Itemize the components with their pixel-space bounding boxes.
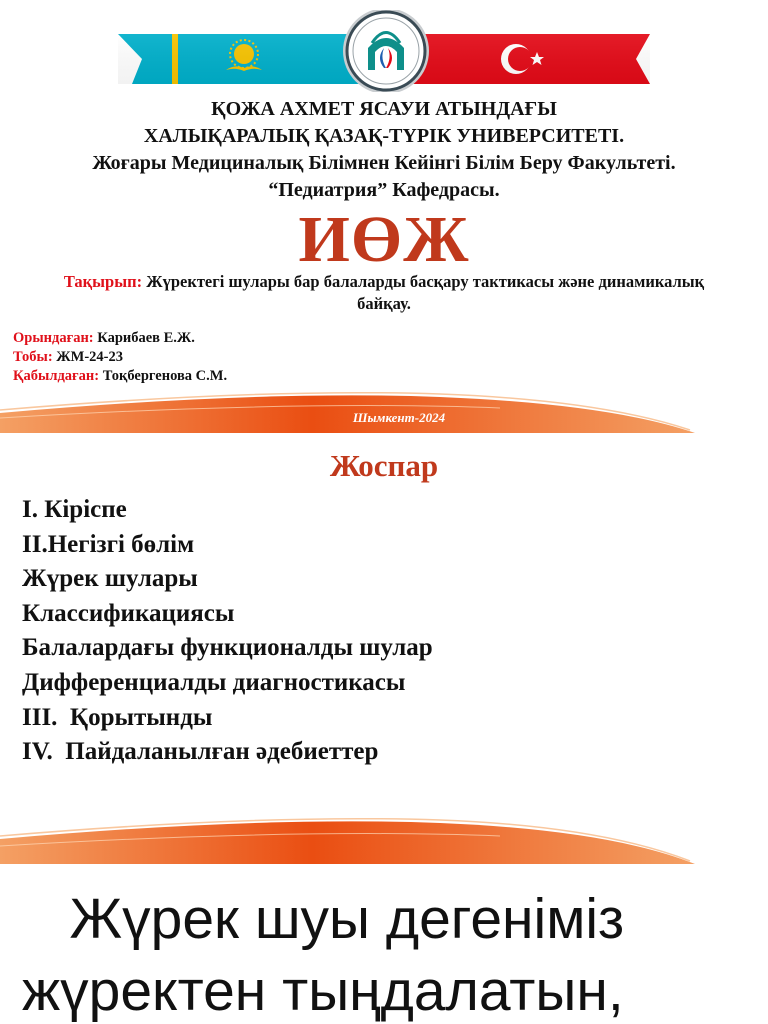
topic xyxy=(60,271,708,315)
university-name-line1: ҚОЖА АХМЕТ ЯСАУИ АТЫНДАҒЫ xyxy=(211,98,557,120)
accepted-value: Тоқбергенова С.М. xyxy=(99,368,228,384)
university-name-line2: ХАЛЫҚАРАЛЫҚ ҚАЗАҚ-ТҮРІК УНИВЕРСИТЕТІ. xyxy=(143,125,625,147)
list-item: Балалардағы функционалды шулар xyxy=(22,634,433,662)
university-logo xyxy=(343,10,429,92)
content-slide xyxy=(0,866,768,1024)
flag-banner xyxy=(118,10,650,92)
list-item: Дифференциалды диагностикасы xyxy=(22,668,406,696)
work-type-title: ИӨЖ xyxy=(298,203,470,276)
list-item: Жүрек шулары xyxy=(22,565,198,593)
list-item: II.Негізгі бөлім xyxy=(22,530,195,558)
list-item: Классификациясы xyxy=(22,599,235,627)
department-name: “Педиатрия” Кафедрасы. xyxy=(268,179,500,201)
plan-list xyxy=(22,493,433,770)
group xyxy=(13,349,123,366)
performed-value: Карибаев Е.Ж. xyxy=(93,330,195,346)
city-year: Шымкент-2024 xyxy=(352,410,446,425)
plan-title: Жоспар xyxy=(329,448,439,483)
plan-slide xyxy=(0,433,768,866)
title-slide xyxy=(0,0,768,433)
orange-swoosh xyxy=(0,806,768,866)
body-text-line1: Жүрек шуы дегеніміз xyxy=(22,887,625,951)
list-item: III. Қорытынды xyxy=(22,703,213,731)
accepted-label: Қабылдаған: xyxy=(13,368,100,384)
performed-by xyxy=(13,330,195,347)
topic-label: Тақырып: xyxy=(63,272,143,291)
group-value: ЖМ-24-23 xyxy=(52,349,123,365)
topic-text: Жүректегі шулары бар балаларды басқару тактикасы және динамикалық байқау. xyxy=(142,272,705,313)
performed-label: Орындаған: xyxy=(13,330,94,346)
list-item: IV. Пайдаланылған әдебиеттер xyxy=(22,738,379,766)
body-text-line2: жүректен тыңдалатын, xyxy=(22,959,624,1023)
list-item: I. Кіріспе xyxy=(22,496,127,523)
faculty-name: Жоғары Медициналық Білімнен Кейінгі Білім Беру Факультеті. xyxy=(92,152,676,174)
group-label: Тобы: xyxy=(13,349,53,365)
